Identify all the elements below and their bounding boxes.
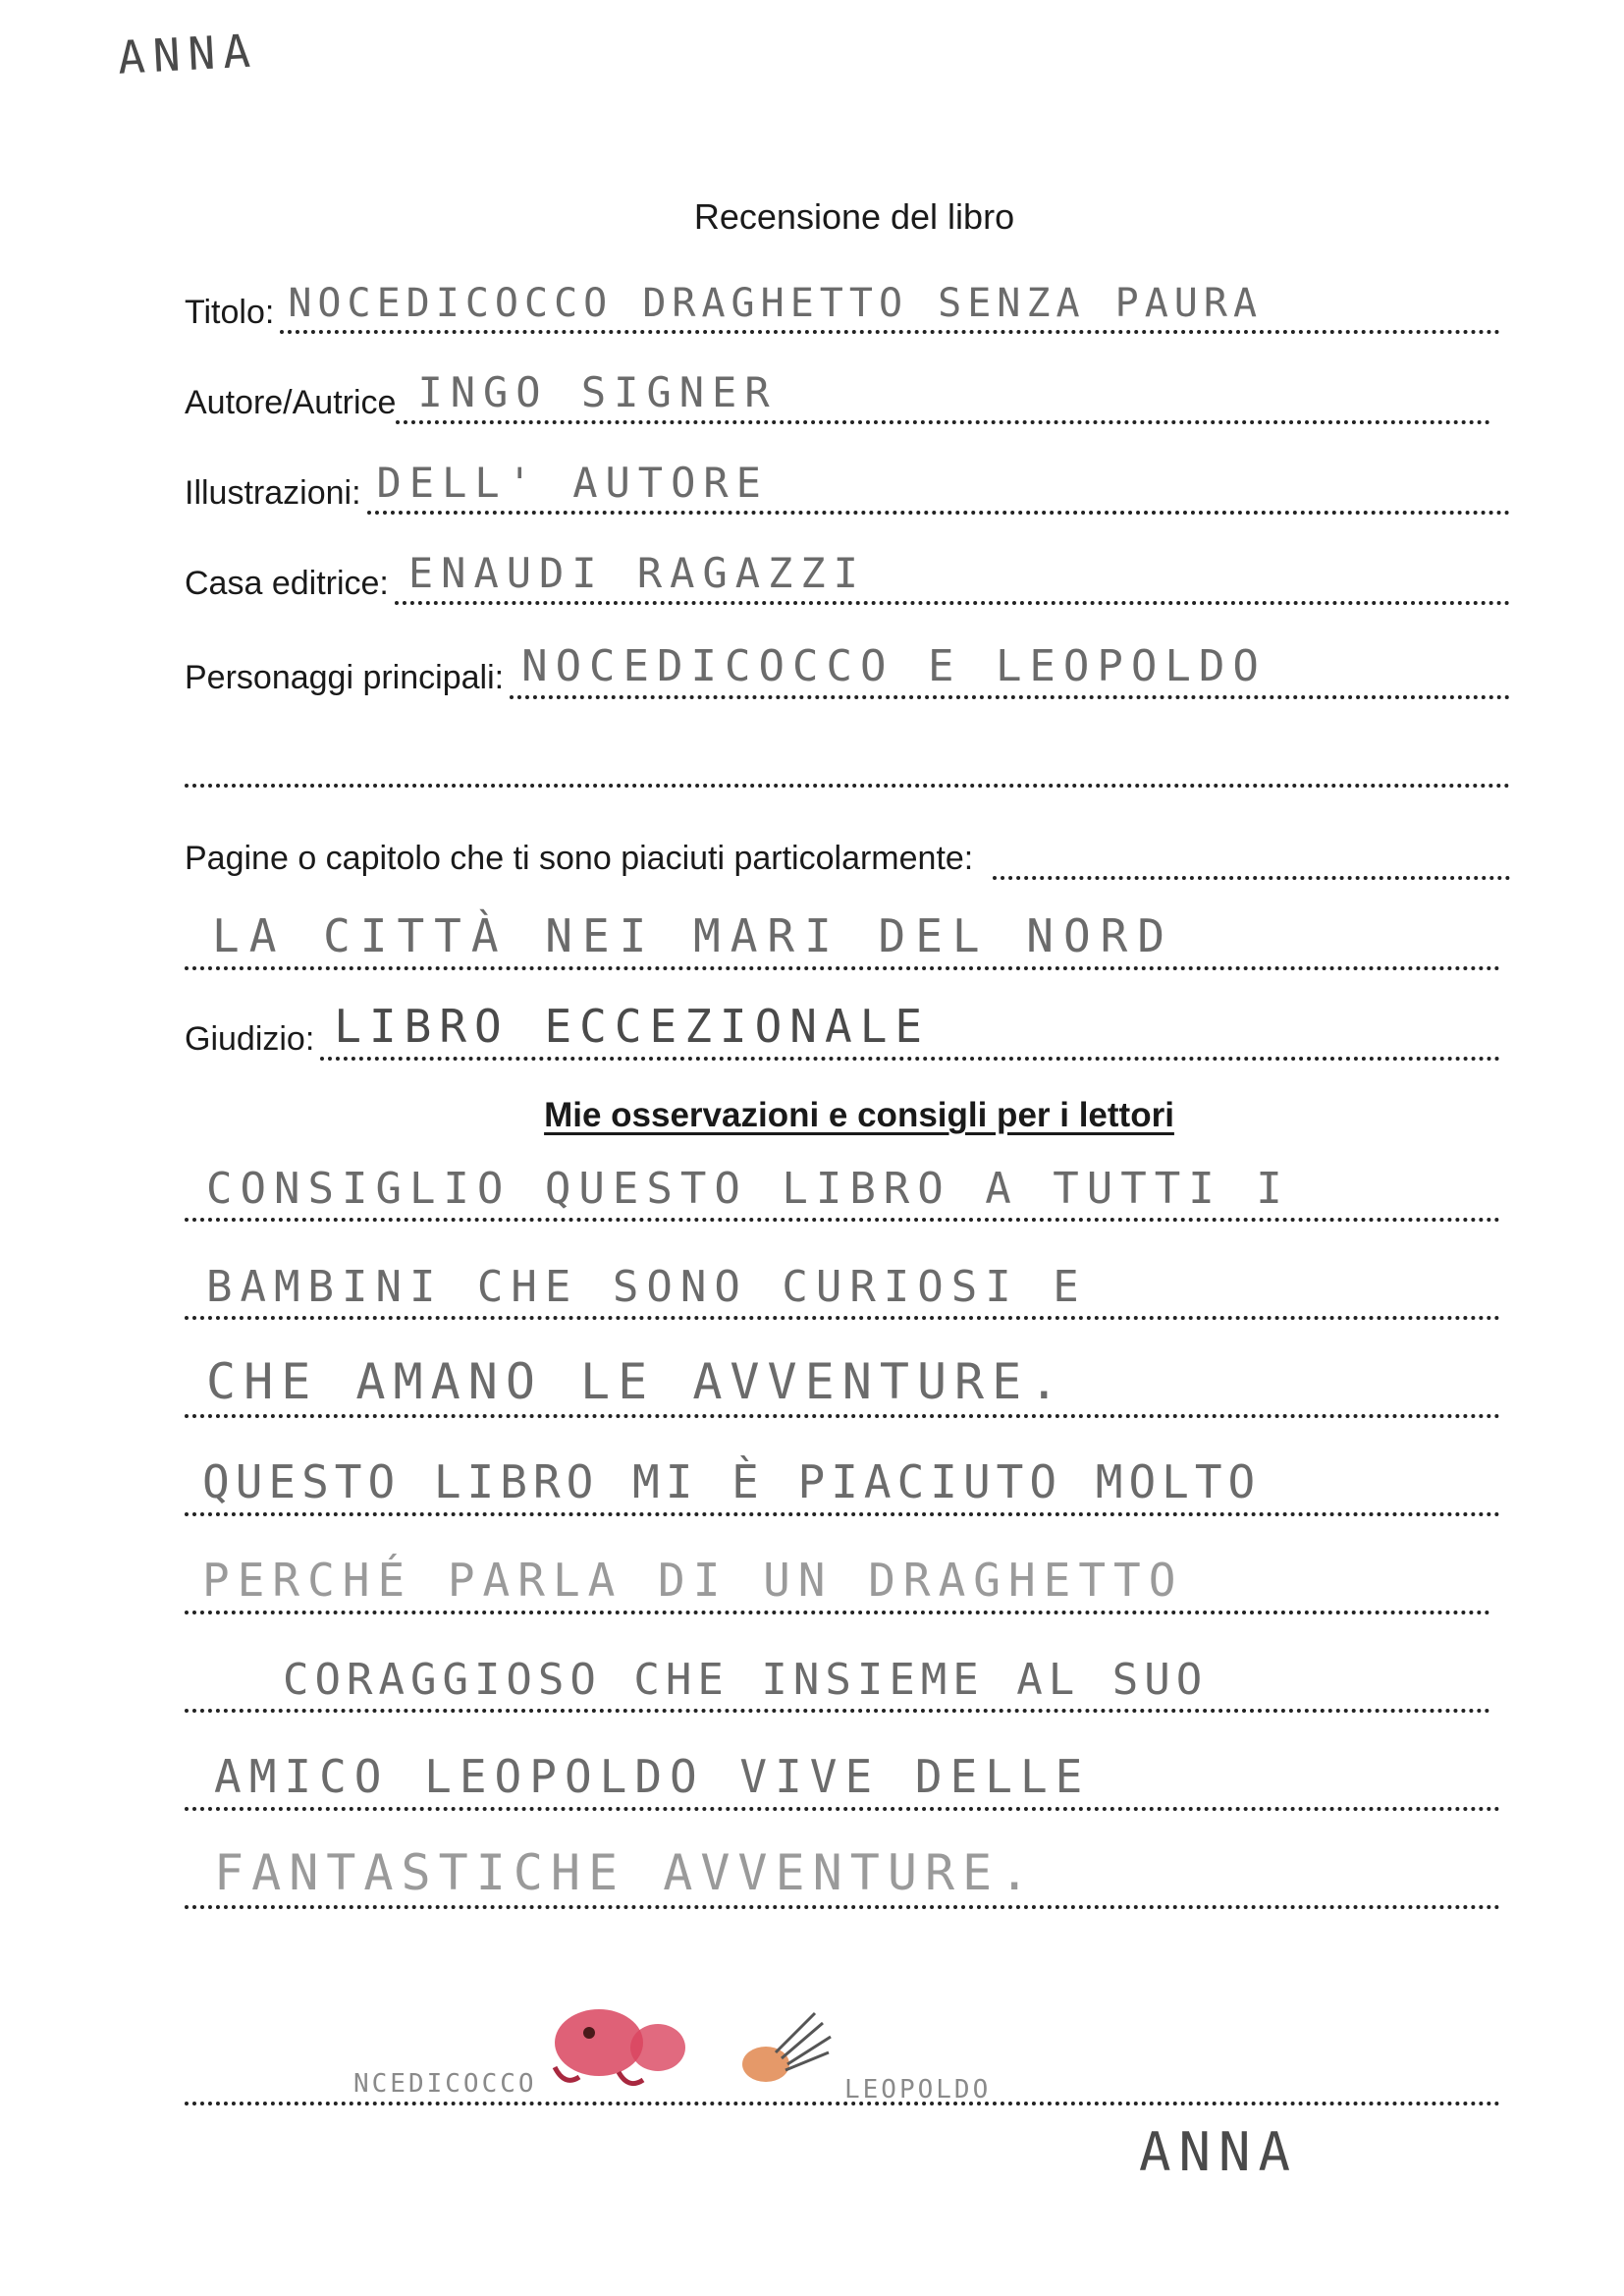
observation-text-7: AMICO LEOPOLDO VIVE DELLE — [214, 1750, 1091, 1803]
value-illustrazioni: DELL' AUTORE — [376, 459, 769, 507]
row-illustrazioni — [185, 456, 1510, 515]
observations-heading-text: Mie osservazioni e consigli per i lettori — [544, 1096, 1174, 1134]
label-illustrazioni: Illustrazioni: — [185, 474, 361, 512]
observation-line-7[interactable] — [185, 1744, 1500, 1811]
value-giudizio: LIBRO ECCEZIONALE — [334, 1000, 931, 1053]
field-giudizio[interactable] — [320, 998, 1500, 1061]
observation-text-2: BAMBINI CHE SONO CURIOSI E — [206, 1262, 1087, 1312]
drawing-illustration — [353, 1994, 1139, 2102]
value-pagine: LA CITTÀ NEI MARI DEL NORD — [212, 909, 1175, 962]
field-illustrazioni[interactable] — [367, 452, 1510, 515]
field-autore[interactable] — [396, 361, 1490, 424]
field-pagine-dots — [993, 817, 1510, 880]
row-personaggi — [185, 640, 1510, 699]
observation-text-6: CORAGGIOSO CHE INSIEME AL SUO — [283, 1655, 1209, 1705]
label-pagine: Pagine o capitolo che ti sono piaciuti particolarmente: — [185, 840, 974, 877]
row-titolo — [185, 275, 1500, 334]
observation-line-2[interactable] — [185, 1253, 1500, 1320]
observation-line-6[interactable] — [185, 1646, 1490, 1713]
field-titolo[interactable] — [280, 271, 1500, 334]
field-casa-editrice[interactable] — [395, 542, 1510, 605]
bird-drawing — [742, 2013, 831, 2082]
observation-line-3[interactable] — [185, 1351, 1500, 1418]
observation-text-5: PERCHÉ PARLA DI UN DRAGHETTO — [202, 1554, 1184, 1607]
value-titolo: NOCEDICOCCO DRAGHETTO SENZA PAURA — [288, 281, 1264, 326]
observations-heading — [0, 1096, 1624, 1135]
page-title: Recensione del libro — [693, 196, 1015, 237]
caption-leopoldo: LEOPOLDO — [844, 2075, 992, 2102]
observation-line-4[interactable] — [185, 1449, 1500, 1516]
observation-line-5[interactable] — [185, 1548, 1490, 1614]
label-giudizio: Giudizio: — [185, 1020, 315, 1058]
field-personaggi[interactable] — [510, 636, 1510, 699]
row-pagine — [185, 821, 1510, 880]
row-autore — [185, 365, 1490, 424]
label-titolo: Titolo: — [185, 294, 275, 331]
label-casa-editrice: Casa editrice: — [185, 565, 389, 602]
observation-text-3: CHE AMANO LE AVVENTURE. — [206, 1353, 1067, 1410]
observation-line-1[interactable] — [185, 1155, 1500, 1222]
observation-text-4: QUESTO LIBRO MI È PIACIUTO MOLTO — [202, 1455, 1262, 1508]
row-giudizio — [185, 1002, 1500, 1061]
observation-text-8: FANTASTICHE AVVENTURE. — [214, 1844, 1038, 1901]
label-personaggi: Personaggi principali: — [185, 659, 505, 696]
empty-line[interactable] — [185, 721, 1510, 788]
field-pagine[interactable] — [185, 903, 1500, 970]
row-casa-editrice — [185, 546, 1510, 605]
value-autore: INGO SIGNER — [417, 368, 778, 416]
label-autore: Autore/Autrice — [185, 384, 397, 421]
caption-nocedicocco: NCEDICOCCO — [353, 2069, 537, 2099]
observation-line-8[interactable] — [185, 1842, 1500, 1909]
dragon-drawing — [555, 2009, 685, 2084]
author-name-bottom: ANNA — [1139, 2121, 1299, 2183]
value-casa-editrice: ENAUDI RAGAZZI — [407, 549, 866, 597]
observation-text-1: CONSIGLIO QUESTO LIBRO A TUTTI I — [206, 1164, 1290, 1214]
author-name-top: ANNA — [116, 24, 260, 84]
value-personaggi: NOCEDICOCCO E LEOPOLDO — [521, 641, 1267, 691]
